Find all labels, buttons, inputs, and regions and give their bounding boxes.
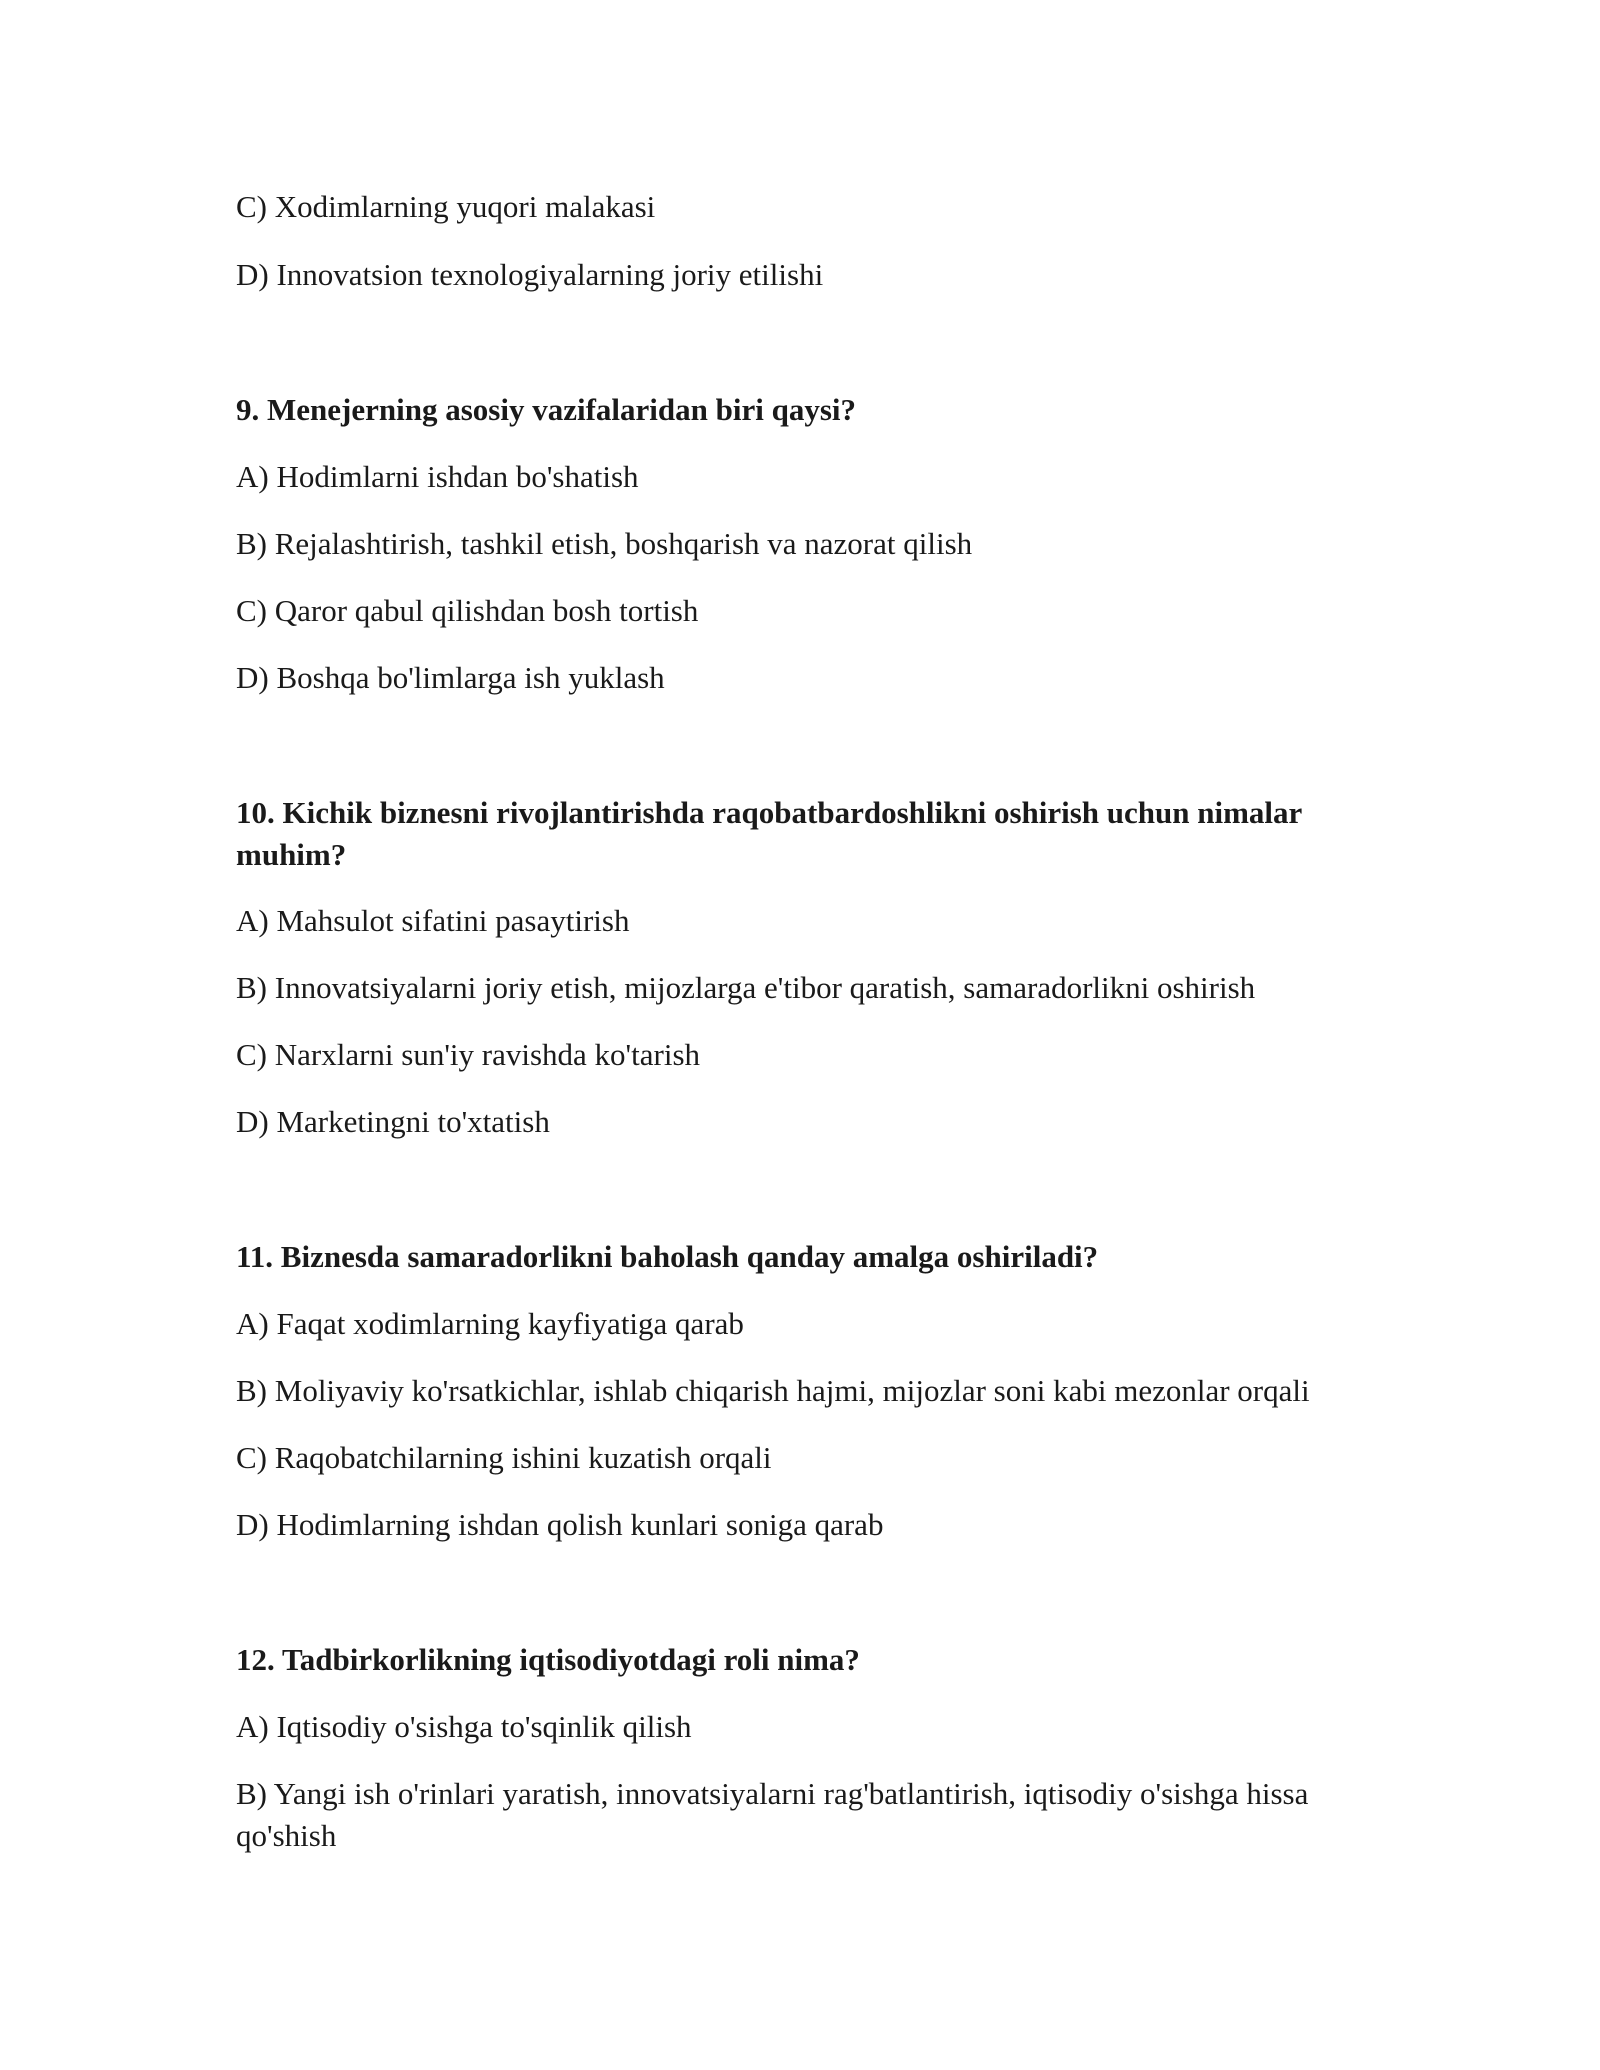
question-9-option-d: D) Boshqa bo'limlarga ish yuklash xyxy=(236,660,665,695)
question-10-option-c: C) Narxlarni sun'iy ravishda ko'tarish xyxy=(236,1037,701,1072)
question-11-option-c: C) Raqobatchilarning ishini kuzatish orqali xyxy=(236,1440,772,1475)
option-d: D) Innovatsion texnologiyalarning joriy etilishi xyxy=(236,257,824,292)
option-c: C) Xodimlarning yuqori malakasi xyxy=(236,189,656,224)
question-12: 12. Tadbirkorlikning iqtisodiyotdagi roli nima? xyxy=(236,1642,860,1677)
question-9-option-b: B) Rejalashtirish, tashkil etish, boshqarish va nazorat qilish xyxy=(236,526,973,561)
question-11-option-b: B) Moliyaviy ko'rsatkichlar, ishlab chiqarish hajmi, mijozlar soni kabi mezonlar orqali xyxy=(236,1373,1310,1408)
question-10-option-d: D) Marketingni to'xtatish xyxy=(236,1104,550,1139)
question-9-option-a: A) Hodimlarni ishdan bo'shatish xyxy=(236,459,639,494)
question-12-option-a: A) Iqtisodiy o'sishga to'sqinlik qilish xyxy=(236,1709,692,1744)
question-11: 11. Biznesda samaradorlikni baholash qanday amalga oshiriladi? xyxy=(236,1239,1099,1274)
question-12-option-b: B) Yangi ish o'rinlari yaratish, innovatsiyalarni rag'batlantirish, iqtisodiy o'sishga hissa qo'shish xyxy=(236,1776,1309,1853)
question-11-option-a: A) Faqat xodimlarning kayfiyatiga qarab xyxy=(236,1306,744,1341)
question-10: 10. Kichik biznesni rivojlantirishda raqobatbardoshlikni oshirish uchun nimalar muhim? xyxy=(236,795,1302,872)
question-10-option-b: B) Innovatsiyalarni joriy etish, mijozlarga e'tibor qaratish, samaradorlikni oshirish xyxy=(236,970,1256,1005)
question-9: 9. Menejerning asosiy vazifalaridan biri qaysi? xyxy=(236,392,856,427)
question-10-option-a: A) Mahsulot sifatini pasaytirish xyxy=(236,903,630,938)
question-11-option-d: D) Hodimlarning ishdan qolish kunlari soniga qarab xyxy=(236,1507,884,1542)
question-9-option-c: C) Qaror qabul qilishdan bosh tortish xyxy=(236,593,699,628)
